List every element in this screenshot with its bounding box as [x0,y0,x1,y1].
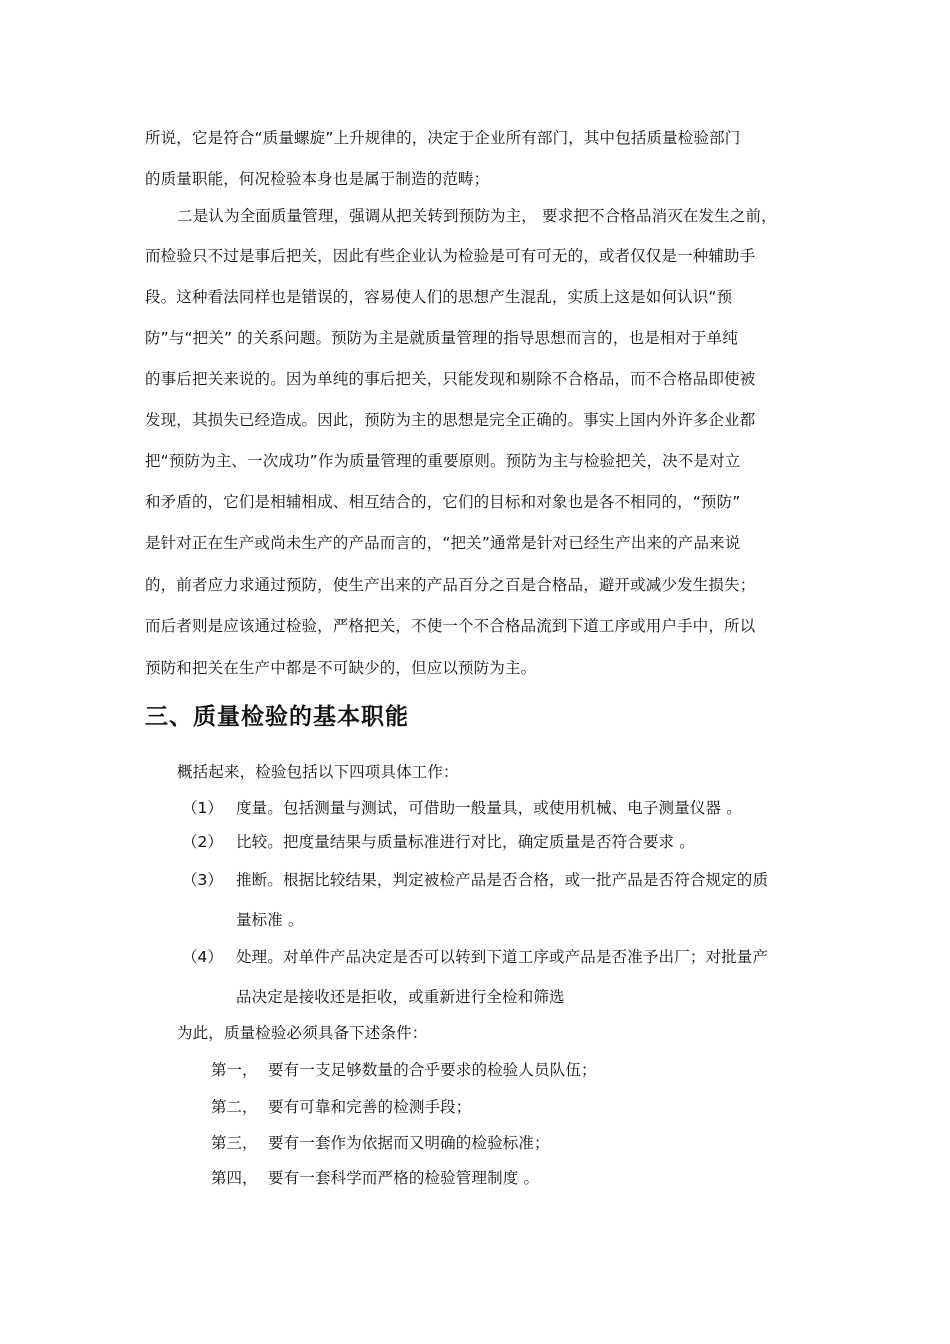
list-item-text: 比较。把度量结果与质量标准进行对比，确定质量是否符合要求 。 [236,833,695,851]
paragraph-line: 二是认为全面质量管理，强调从把关转到预防为主， 要求把不合格品消灭在发生之前， [177,207,777,225]
paragraph-line: 而后者则是应该通过检验，严格把关，不使一个不合格品流到下道工序或用户手中，所以 [145,617,756,635]
list-item-number: （2） [182,833,223,851]
condition-text: 要有一套科学而严格的检验管理制度 。 [268,1169,540,1187]
paragraph-line: 发现，其损失已经造成。因此，预防为主的思想是完全正确的。事实上国内外许多企业都 [145,411,756,429]
list-item-text: 量标准 。 [236,911,304,929]
paragraph-line: 是针对正在生产或尚未生产的产品而言的，“把关”通常是针对已经生产出来的产品来说 [145,534,741,552]
condition-text: 要有一套作为依据而又明确的检验标准； [268,1134,550,1152]
conditions-intro: 为此，质量检验必须具备下述条件： [177,1024,428,1042]
list-item-text: 度量。包括测量与测试，可借助一般量具，或使用机械、电子测量仪器 。 [236,799,742,817]
condition-label: 第二， [211,1098,258,1116]
paragraph-line: 的事后把关来说的。因为单纯的事后把关，只能发现和剔除不合格品，而不合格品即使被 [145,370,756,388]
paragraph-line: 的质量职能，何况检验本身也是属于制造的范畴； [145,170,490,188]
condition-text: 要有一支足够数量的合乎要求的检验人员队伍； [268,1061,597,1079]
paragraph-line: 所说，它是符合“质量螺旋”上升规律的，决定于企业所有部门，其中包括质量检验部门 [145,129,741,147]
paragraph-line: 而检验只不过是事后把关，因此有些企业认为检验是可有可无的，或者仅仅是一种辅助手 [145,247,756,265]
list-item-number: （4） [182,948,223,966]
list-item-text: 处理。对单件产品决定是否可以转到下道工序或产品是否准予出厂；对批量产 [236,948,769,966]
paragraph-line: 和矛盾的，它们是相辅相成、相互结合的，它们的目标和对象也是各不相同的，“预防” [145,493,741,511]
condition-label: 第四， [211,1169,258,1187]
condition-label: 第一， [211,1061,258,1079]
paragraph-line: 防”与“把关” 的关系问题。预防为主是就质量管理的指导思想而言的，也是相对于单纯 [145,329,739,347]
paragraph-line: 把“预防为主、一次成功”作为质量管理的重要原则。预防为主与检验把关，决不是对立 [145,452,741,470]
paragraph-line: 预防和把关在生产中都是不可缺少的，但应以预防为主。 [145,659,537,677]
list-item-text: 推断。根据比较结果，判定被检产品是否合格，或一批产品是否符合规定的质 [236,871,769,889]
paragraph-line: 段。这种看法同样也是错误的，容易使人们的思想产生混乱，实质上这是如何认识“预 [145,288,733,306]
condition-label: 第三， [211,1134,258,1152]
paragraph-line: 的，前者应力求通过预防，使生产出来的产品百分之百是合格品，避开或减少发生损失； [145,576,756,594]
condition-text: 要有可靠和完善的检测手段； [268,1098,472,1116]
list-item-text: 品决定是接收还是拒收，或重新进行全检和筛选 [236,988,565,1006]
list-item-number: （1） [182,799,223,817]
section-intro: 概括起来，检验包括以下四项具体工作： [177,763,459,781]
section-heading: 三、质量检验的基本职能 [145,704,409,730]
list-item-number: （3） [182,871,223,889]
